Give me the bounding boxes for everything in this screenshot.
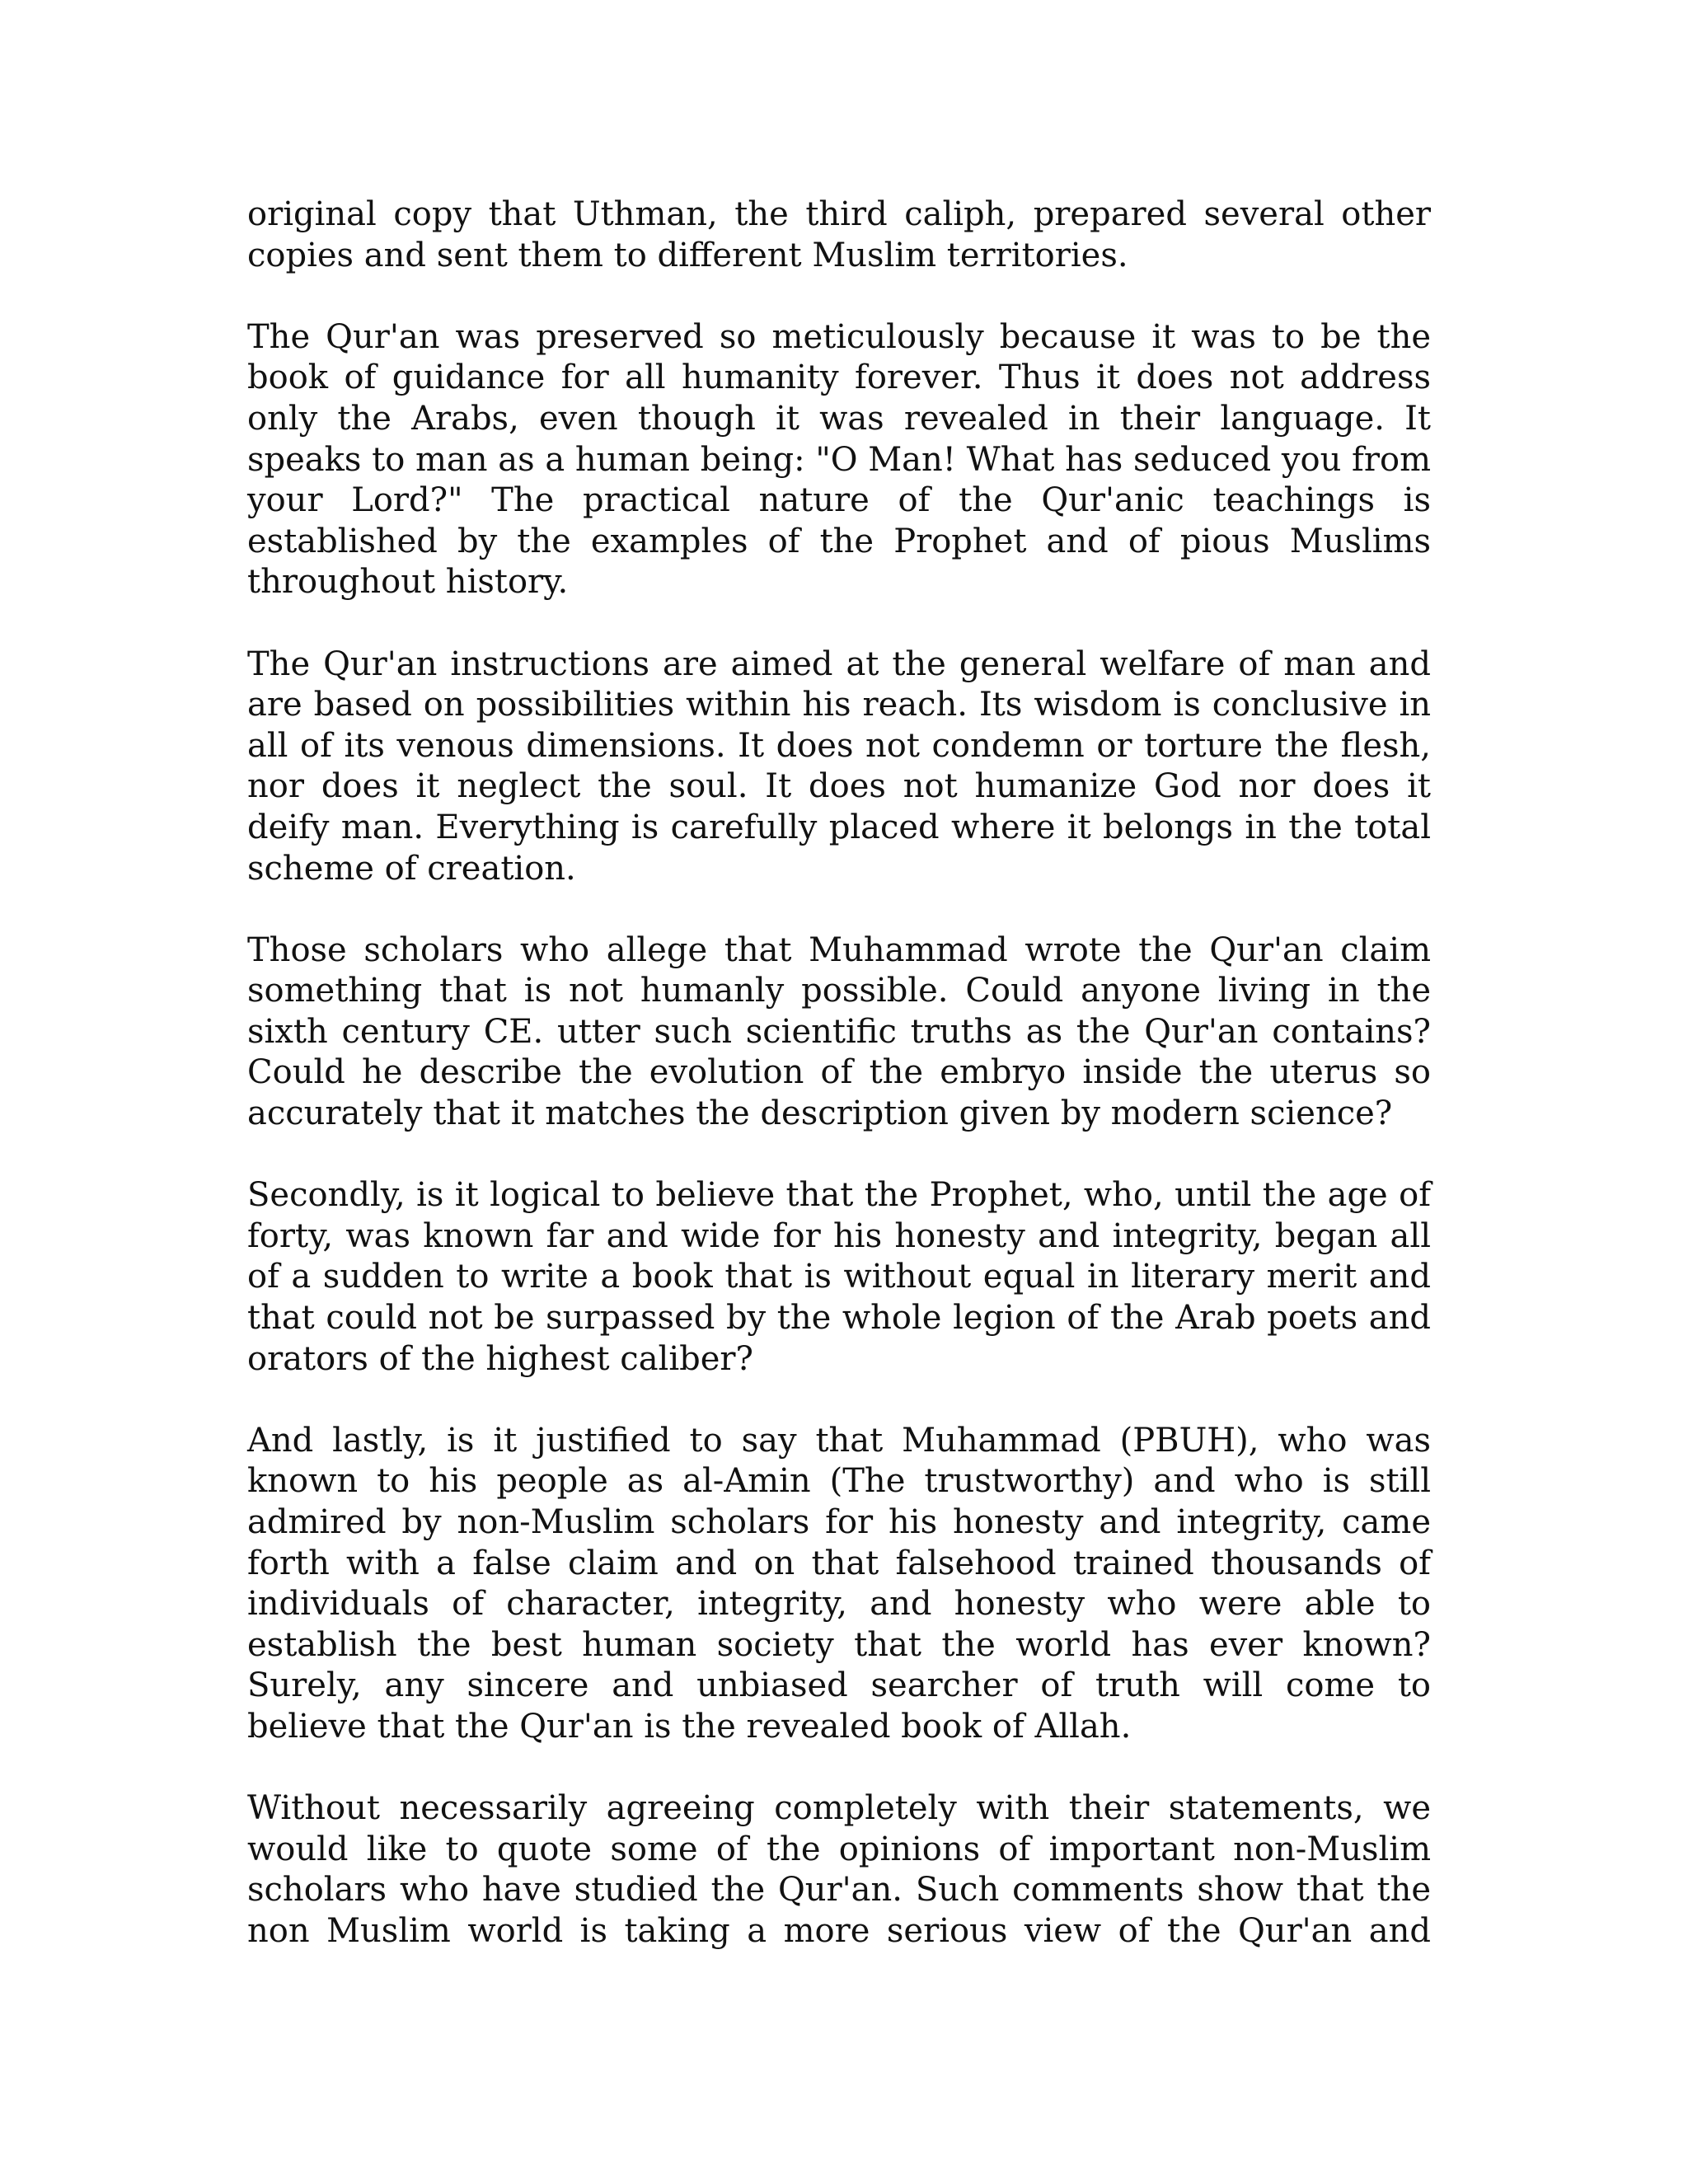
paragraph-5: Secondly, is it logical to believe that the Prophet, who, until the age of forty, was known far and wide for his honesty and integrity, began all of a sudden to write a book that is without equal in literary merit and that could not be surpassed by the whole legion of the Arab poets and orators of the highest caliber? bbox=[247, 1176, 1431, 1378]
paragraph-7: Without necessarily agreeing completely with their statements, we would like to quote some of the opinions of important non-Muslim scholars who have studied the Qur'an. Such comments show that the non Muslim world is taking a more serious view of the Qur'an and bbox=[247, 1789, 1431, 1950]
paragraph-3: The Qur'an instructions are aimed at the general welfare of man and are based on possibilities within his reach. Its wisdom is conclusive in all of its venous dimensions. It does not condemn or torture the flesh, nor does it neglect the soul. It does not humanize God nor does it deify man. Everything is carefully placed where it belongs in the total scheme of creation. bbox=[247, 644, 1431, 888]
body-text bbox=[247, 194, 1431, 1952]
paragraph-1: original copy that Uthman, the third caliph, prepared several other copies and sent them to different Muslim territories. bbox=[247, 195, 1431, 274]
paragraph-2: The Qur'an was preserved so meticulously because it was to be the book of guidance for all humanity forever. Thus it does not address only the Arabs, even though it was revealed in their language. It speaks to man as a human being: "O Man! What has seduced you from your Lord?" The practical nature of the Qur'anic teachings is established by the examples of the Prophet and of pious Muslims throughout history. bbox=[247, 317, 1431, 602]
paragraph-4: Those scholars who allege that Muhammad wrote the Qur'an claim something that is not humanly possible. Could anyone living in the sixth century CE. utter such scientific truths as the Qur'an contains? Could he describe the evolution of the embryo inside the uterus so accurately that it matches the description given by modern science? bbox=[247, 930, 1431, 1133]
paragraph-6: And lastly, is it justified to say that Muhammad (PBUH), who was known to his people as al-Amin (The trustworthy) and who is still admired by non-Muslim scholars for his honesty and integrity, came forth with a false claim and on that falsehood trained thousands of individuals of character, integrity, and honesty who were able to establish the best human society that the world has ever known? Surely, any sincere and unbiased searcher of truth will come to believe that the Qur'an is the revealed book of Allah. bbox=[247, 1421, 1431, 1746]
